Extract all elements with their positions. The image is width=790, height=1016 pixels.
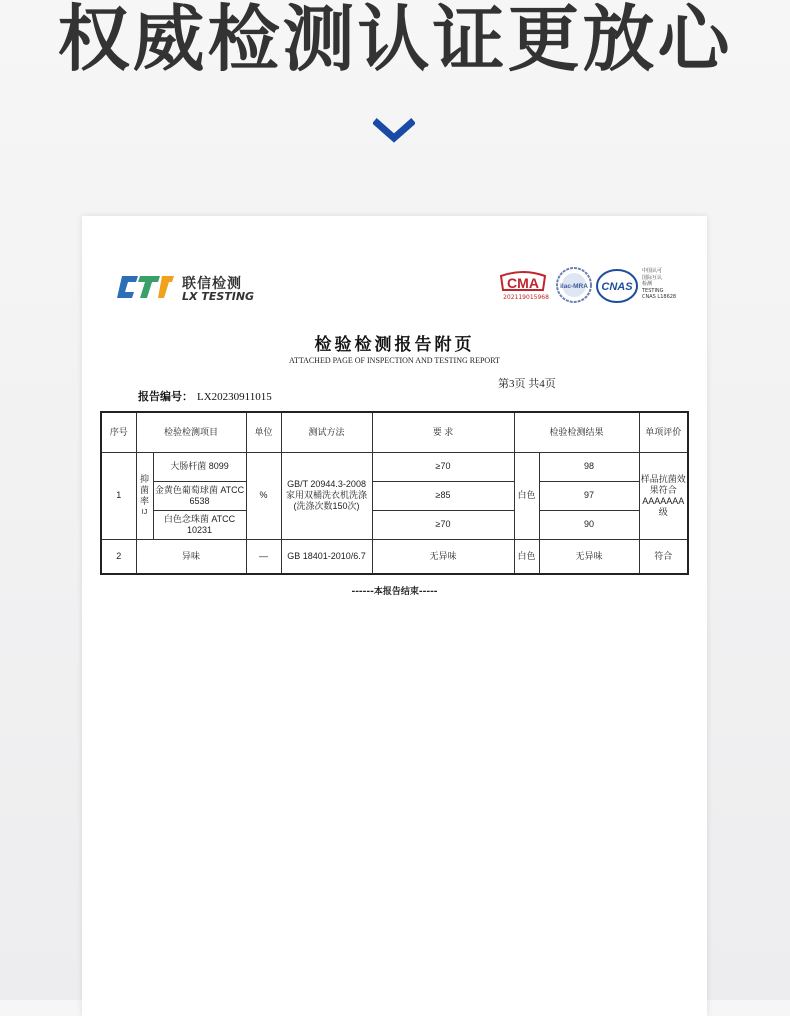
report-end-marker: ------本报告结束----- (351, 587, 438, 597)
cma-code: 202119015968 (503, 294, 549, 301)
table-row (101, 539, 688, 574)
page-info: 第3页 共4页 (498, 378, 556, 390)
row1-color: 白色 (514, 452, 539, 539)
lxt-logo-icon (116, 272, 178, 302)
row1-sub3-result: 90 (539, 510, 639, 539)
row1-sub3-name: 白色念珠菌 ATCC 10231 (153, 510, 246, 539)
row2-verdict: 符合 (639, 539, 688, 574)
row1-sub1-result: 98 (539, 452, 639, 481)
row1-sub1-requirement: ≥70 (372, 452, 514, 481)
row1-verdict: 样品抗菌效果符合AAAAAAA级 (639, 452, 688, 539)
svg-text:CMA: CMA (507, 275, 539, 291)
row1-seq: 1 (101, 452, 136, 539)
row1-method: GB/T 20944.3-2008 家用双桶洗衣机洗涤 (洗涤次数150次) (281, 452, 372, 539)
header-verdict: 单项评价 (639, 412, 688, 452)
cnas-logo-icon (595, 268, 639, 304)
report-number-label: 报告编号： (138, 390, 193, 403)
header-item: 检验检测项目 (136, 412, 246, 452)
page-headline: 权威检测认证更放心 (57, 0, 733, 81)
row2-seq: 2 (101, 539, 136, 574)
header-method: 测试方法 (281, 412, 372, 452)
svg-text:ilac-MRA: ilac-MRA (560, 283, 588, 290)
report-title-cn: 检验检测报告附页 (314, 335, 475, 355)
row1-unit: % (246, 452, 281, 539)
header-result: 检验检测结果 (514, 412, 639, 452)
ilac-mra-logo-icon (555, 266, 593, 304)
report-number (138, 388, 272, 404)
company-logo (116, 272, 336, 306)
table-row (101, 452, 688, 481)
cnas-accreditation-text: 中国认可 国际互认 检测 TESTING CNAS L18628 (642, 268, 677, 300)
row1-sub2-requirement: ≥85 (372, 481, 514, 510)
row1-sub1-name: 大肠杆菌 8099 (153, 452, 246, 481)
row2-color: 白色 (514, 539, 539, 574)
header-seq: 序号 (101, 412, 136, 452)
row1-sub2-result: 97 (539, 481, 639, 510)
chevron-down-icon (373, 118, 415, 144)
certification-marks (498, 266, 688, 310)
logo-name-cn: 联信检测 (182, 276, 242, 292)
svg-text:CNAS: CNAS (601, 281, 633, 293)
row1-group-label: 抑 菌 率 IJ (136, 452, 153, 539)
results-table (100, 411, 689, 575)
report-number-value: LX20230911015 (197, 391, 272, 403)
row2-requirement: 无异味 (372, 539, 514, 574)
report-document (82, 216, 707, 1016)
table-header-row (101, 412, 688, 452)
cma-logo-icon (498, 270, 548, 294)
table-row (101, 510, 688, 539)
row2-method: GB 18401-2010/6.7 (281, 539, 372, 574)
row2-result: 无异味 (539, 539, 639, 574)
row2-item: 异味 (136, 539, 246, 574)
row1-sub2-name: 金黄色葡萄球菌 ATCC 6538 (153, 481, 246, 510)
row2-unit: — (246, 539, 281, 574)
header-unit: 单位 (246, 412, 281, 452)
logo-name-en: LX TESTING (182, 290, 255, 303)
table-row (101, 481, 688, 510)
report-title-en: ATTACHED PAGE OF INSPECTION AND TESTING REPORT (289, 356, 500, 365)
row1-sub3-requirement: ≥70 (372, 510, 514, 539)
header-requirement: 要 求 (372, 412, 514, 452)
